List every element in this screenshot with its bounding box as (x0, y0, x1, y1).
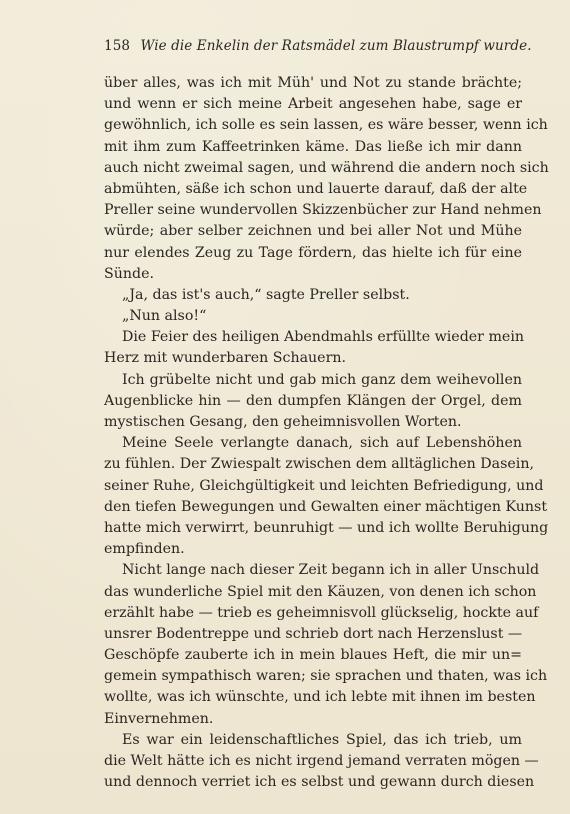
text-line: den tiefen Bewegungen und Gewalten einer mächtigen Kunst (104, 498, 548, 515)
text-line: „Ja, das ist's auch,“ sagte Preller selbst. (122, 286, 410, 303)
page-number: 158 (104, 38, 131, 54)
text-line: würde; aber selber zeichnen und bei aller Not und Mühe (104, 223, 522, 240)
text-line: mit ihm zum Kaffeetrinken käme. Das ließe ich mir dann (104, 138, 522, 155)
text-line: Es war ein leidenschaftliches Spiel, das ich trieb, um (122, 731, 522, 748)
text-line: hatte mich verwirrt, beunruhigt — und ich wollte Beruhigung (104, 519, 549, 536)
body-text (104, 73, 549, 793)
text-line: über alles, was ich mit Müh' und Not zu stande brächte; (104, 75, 522, 91)
text-line: und wenn er sich meine Arbeit angesehen habe, sage er (104, 96, 522, 113)
text-line: unsrer Bodentreppe und schrieb dort nach Herzenslust — (104, 625, 523, 642)
text-line: zu fühlen. Der Zwiespalt zwischen dem alltäglichen Dasein, (104, 456, 534, 473)
text-line: Sünde. (104, 265, 154, 282)
text-line: Geschöpfe zauberte ich in mein blaues Heft, die mir un= (104, 647, 522, 664)
text-line: „Nun also!“ (122, 308, 207, 325)
text-line: Die Feier des heiligen Abendmahls erfüllte wieder mein (122, 329, 524, 346)
text-line: empfinden. (104, 541, 185, 558)
text-line: seiner Ruhe, Gleichgültigkeit und leichten Befriedigung, und (104, 477, 544, 494)
running-title: Wie die Enkelin der Ratsmädel zum Blaustrumpf wurde. (140, 38, 532, 54)
page-header (104, 38, 532, 62)
text-line: nur elendes Zeug zu Tage fördern, das hielte ich für eine (104, 244, 522, 261)
text-line: mystischen Gesang, den geheimnisvollen Worten. (104, 414, 462, 430)
text-line: das wunderliche Spiel mit den Käuzen, von denen ich schon (104, 583, 537, 600)
text-line: Herz mit wunderbaren Schauern. (104, 350, 347, 367)
text-line: Preller seine wundervollen Skizzenbücher zur Hand nehmen (104, 202, 542, 219)
text-line: Meine Seele verlangte danach, sich auf Lebenshöhen (122, 435, 522, 452)
text-line: wollte, was ich wünschte, und ich lebte mit ihnen im besten (104, 689, 536, 706)
text-line: Augenblicke hin — den dumpfen Klängen der Orgel, dem (104, 392, 522, 409)
text-line: auch nicht zweimal sagen, und während die andern noch sich (104, 159, 549, 176)
text-line: gemein sympathisch waren; sie sprachen und thaten, was ich (104, 668, 548, 685)
text-line: gewöhnlich, ich solle es sein lassen, es wäre besser, wenn ich (104, 117, 548, 134)
text-line: Einvernehmen. (104, 710, 214, 727)
text-line: abmühten, säße ich schon und lauerte darauf, daß der alte (104, 180, 528, 197)
text-line: und dennoch verriet ich es selbst und gewann durch diesen (104, 774, 535, 791)
text-line: Ich grübelte nicht und gab mich ganz dem weihevollen (122, 371, 522, 388)
text-line: die Welt hätte ich es nicht irgend jemand verraten mögen — (104, 753, 539, 769)
text-line: erzählt habe — trieb es geheimnisvoll glückselig, hockte auf (104, 604, 539, 621)
text-line: Nicht lange nach dieser Zeit begann ich in aller Unschuld (122, 562, 540, 579)
